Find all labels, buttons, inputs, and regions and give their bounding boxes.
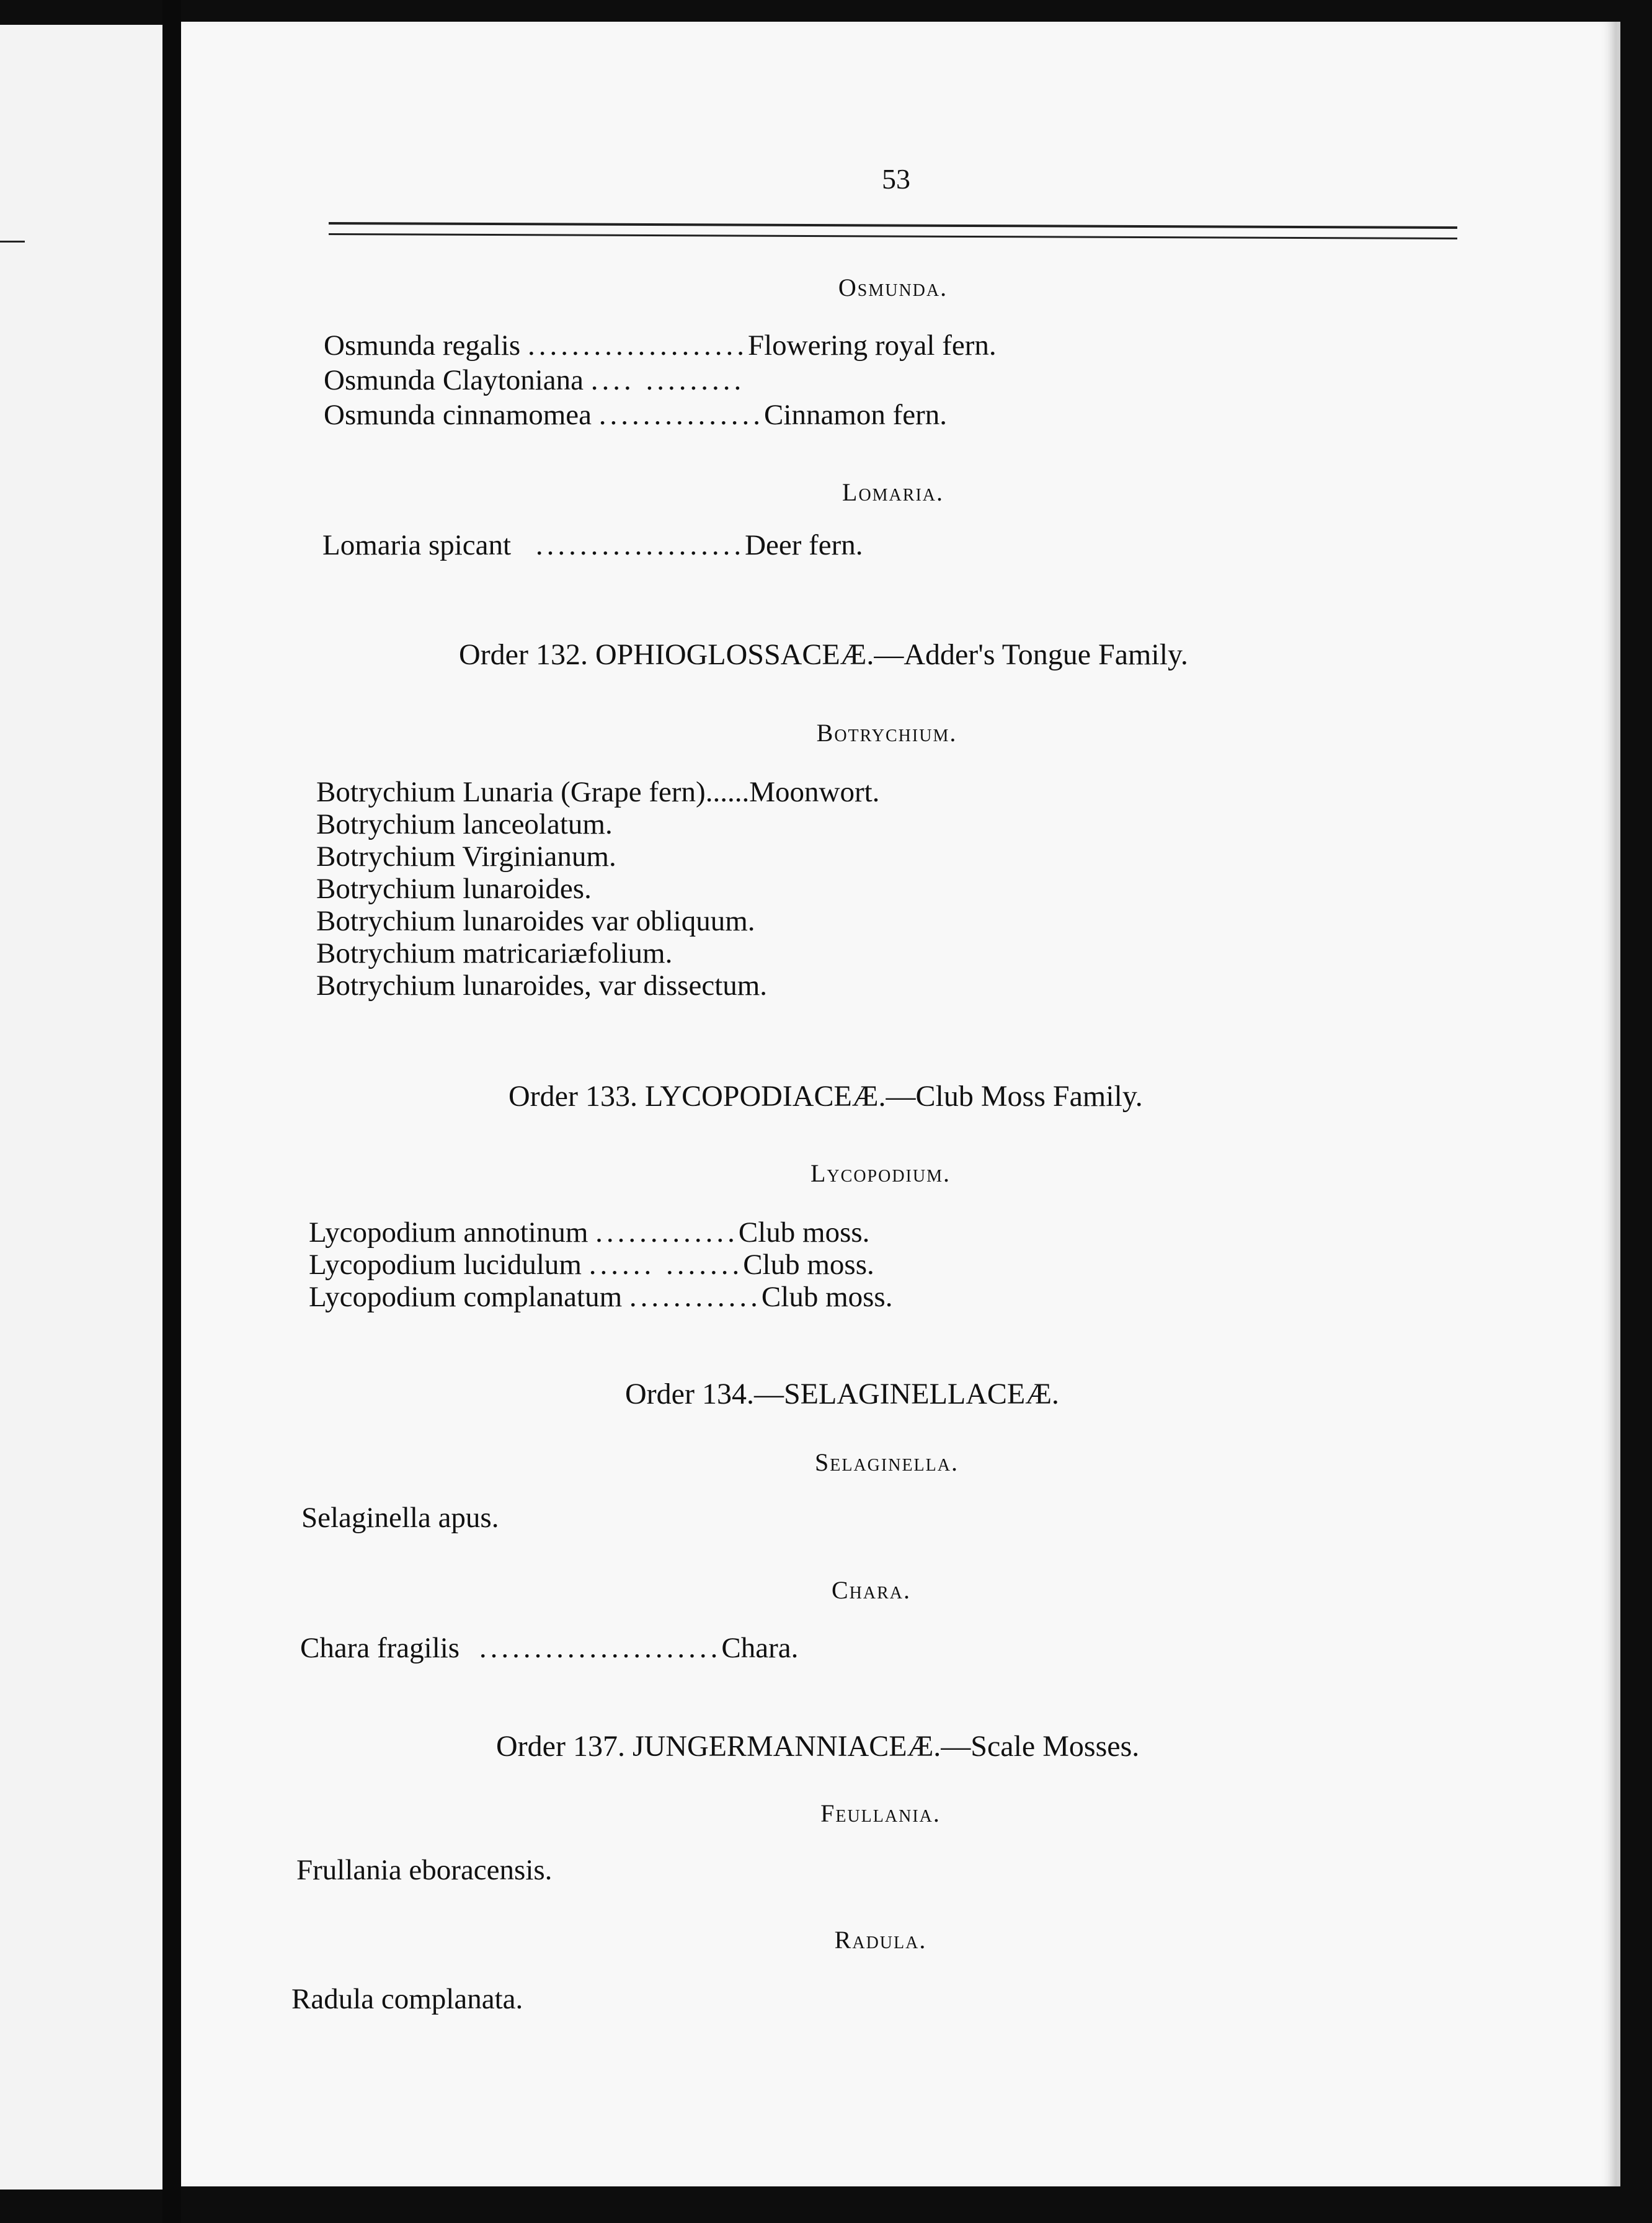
species-name: Lomaria spicant [322, 529, 512, 561]
species-name: Lycopodium complanatum [309, 1281, 623, 1313]
common-name: Moonwort. [749, 776, 880, 808]
species-entry [309, 1248, 874, 1281]
species-entry: Botrychium Virginianum. [316, 840, 616, 873]
leader-dots: ............... [598, 399, 765, 431]
genus-heading-lomaria: Lomaria. [842, 478, 944, 506]
leader-dots: ...................... [479, 1632, 722, 1664]
order-heading-137: Order 137. JUNGERMANNIACEÆ.—Scale Mosses. [496, 1730, 1140, 1763]
leader-dots: ................... [535, 529, 745, 561]
species-entry: Selaginella apus. [301, 1502, 499, 1534]
leader-dots: .... ......... [590, 364, 745, 396]
species-entry: Botrychium lunaroides, var dissectum. [316, 969, 768, 1002]
facing-page-mark [0, 241, 25, 243]
common-name: Club moss. [743, 1249, 874, 1281]
leader-dots: ...... ....... [588, 1249, 744, 1281]
genus-heading-chara: Chara. [831, 1576, 912, 1604]
common-name: Chara. [721, 1632, 799, 1664]
species-entry [324, 329, 997, 362]
order-heading-133: Order 133. LYCOPODIACEÆ.—Club Moss Family. [508, 1080, 1143, 1113]
facing-page-edge [0, 25, 162, 2190]
leader-dots: ...... [705, 776, 750, 808]
leader-dots: ............ [629, 1281, 762, 1313]
species-entry: Radula complanata. [291, 1983, 523, 2015]
genus-heading-radula: Radula. [834, 1926, 927, 1954]
species-entry: Frullania eboracensis. [296, 1854, 553, 1886]
species-entry: Botrychium lanceolatum. [316, 808, 613, 840]
species-entry [322, 528, 863, 562]
species-name: Chara fragilis [300, 1632, 460, 1664]
genus-heading-lycopodium: Lycopodium. [810, 1159, 951, 1187]
genus-heading-botrychium: Botrychium. [816, 719, 957, 747]
order-heading-132: Order 132. OPHIOGLOSSACEÆ.—Adder's Tongue Family. [459, 638, 1188, 671]
species-entry: Botrychium lunaroides var obliquum. [316, 905, 755, 937]
genus-heading-selaginella: Selaginella. [815, 1448, 959, 1476]
order-heading-134: Order 134.—SELAGINELLACEÆ. [625, 1378, 1059, 1410]
species-entry [309, 1216, 869, 1249]
page-number: 53 [882, 163, 910, 195]
species-entry: Botrychium lunaroides. [316, 873, 592, 905]
book-spine [162, 0, 181, 2223]
species-entry [324, 398, 947, 432]
common-name: Flowering royal fern. [747, 329, 997, 362]
species-entry: Botrychium matricariæfolium. [316, 937, 673, 969]
species-name: Osmunda Claytoniana [324, 364, 584, 396]
species-entry [316, 775, 879, 809]
common-name: Club moss. [738, 1216, 870, 1249]
genus-heading-feullania: Feullania. [820, 1799, 941, 1827]
common-name: Deer fern. [745, 529, 863, 561]
species-entry [300, 1631, 798, 1665]
species-entry [309, 1280, 892, 1314]
species-name: Lycopodium annotinum [309, 1216, 588, 1249]
species-name: Lycopodium lucidulum [309, 1249, 582, 1281]
species-name: Botrychium Lunaria (Grape fern) [316, 776, 706, 808]
species-entry [324, 363, 745, 397]
species-name: Osmunda regalis [324, 329, 521, 362]
genus-heading-osmunda: Osmunda. [838, 274, 948, 301]
common-name: Cinnamon fern. [764, 399, 948, 431]
leader-dots: ............. [595, 1216, 739, 1249]
species-name: Osmunda cinnamomea [324, 399, 592, 431]
common-name: Club moss. [761, 1281, 893, 1313]
leader-dots: .................... [527, 329, 748, 362]
